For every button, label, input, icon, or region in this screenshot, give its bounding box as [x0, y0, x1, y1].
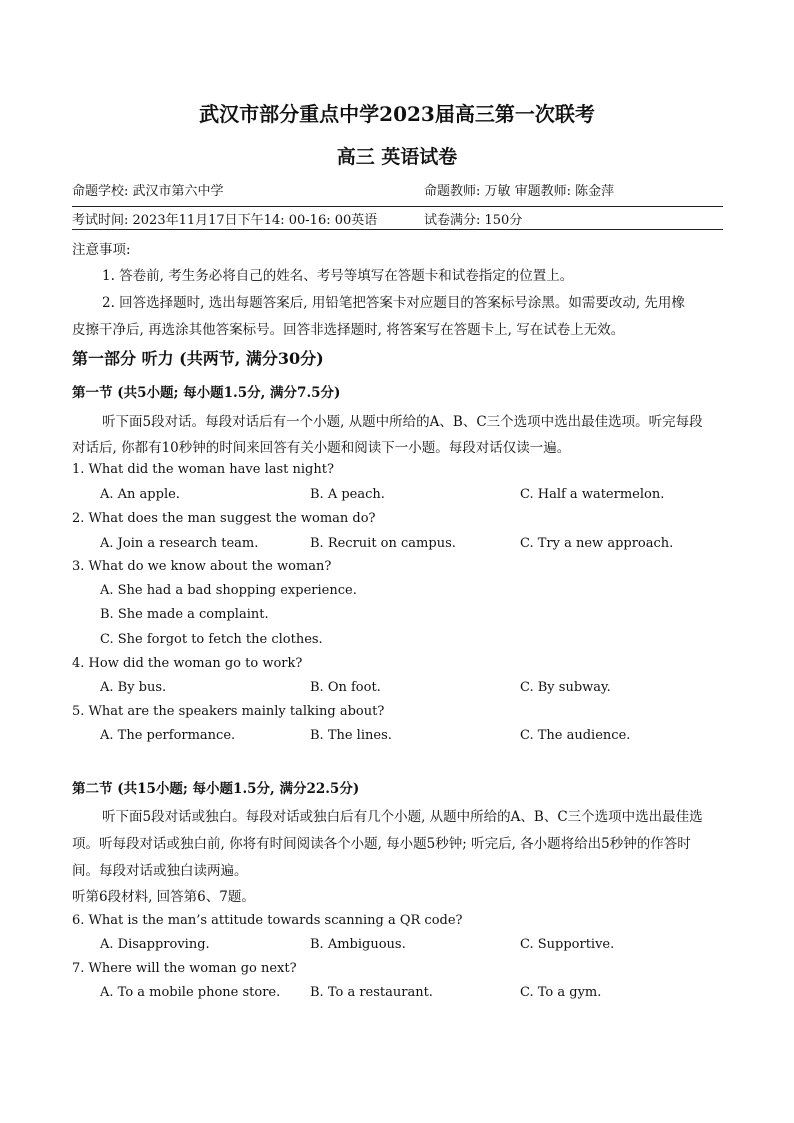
- option-a: A. To a mobile phone store.: [100, 985, 281, 1000]
- exam-time: 考试时间: 2023年11月17日下午14: 00-16: 00英语: [72, 213, 378, 228]
- note-item-2-line-2: 皮擦干净后, 再选涂其他答案标号。回答非选择题时, 将答案写在答题卡上, 写在试卷上无效。: [72, 322, 625, 338]
- teacher-info: 命题教师: 万敏 审题教师: 陈金萍: [424, 184, 615, 199]
- option-a: A. By bus.: [100, 680, 167, 695]
- note-item-1: 1. 答卷前, 考生务必将自己的姓名、考号等填写在答题卡和试卷指定的位置上。: [102, 268, 574, 284]
- page-subtitle: 高三 英语试卷: [336, 146, 458, 168]
- question-stem: 2. What does the man suggest the woman do?: [72, 511, 376, 526]
- option-b: B. She made a complaint.: [100, 607, 269, 622]
- question-stem: 4. How did the woman go to work?: [72, 656, 303, 671]
- option-b: B. Ambiguous.: [310, 937, 406, 952]
- part1-heading: 第一部分 听力 (共两节, 满分30分): [72, 349, 324, 368]
- option-c: C. Half a watermelon.: [520, 487, 665, 502]
- page-title: 武汉市部分重点中学2023届高三第一次联考: [199, 102, 595, 126]
- option-b: B. The lines.: [310, 728, 392, 743]
- section2-heading: 第二节 (共15小题; 每小题1.5分, 满分22.5分): [72, 781, 360, 797]
- option-a: A. She had a bad shopping experience.: [100, 583, 357, 598]
- material-6-instruction: 听第6段材料, 回答第6、7题。: [72, 889, 255, 905]
- header-divider-bottom: [72, 229, 723, 230]
- option-b: B. To a restaurant.: [310, 985, 433, 1000]
- option-c: C. Try a new approach.: [520, 536, 674, 551]
- section1-heading: 第一节 (共5小题; 每小题1.5分, 满分7.5分): [72, 385, 341, 401]
- school-info: 命题学校: 武汉市第六中学: [72, 184, 224, 199]
- option-c: C. The audience.: [520, 728, 631, 743]
- question-stem: 1. What did the woman have last night?: [72, 462, 334, 477]
- question-stem: 3. What do we know about the woman?: [72, 559, 332, 574]
- option-b: B. Recruit on campus.: [310, 536, 456, 551]
- question-stem: 5. What are the speakers mainly talking about?: [72, 704, 385, 719]
- full-score: 试卷满分: 150分: [424, 213, 523, 228]
- option-a: A. Disapproving.: [100, 937, 210, 952]
- section1-intro-line-1: 听下面5段对话。每段对话后有一个小题, 从题中所给的A、B、C三个选项中选出最佳选项。听完每段: [102, 414, 703, 430]
- question-stem: 6. What is the man’s attitude towards scanning a QR code?: [72, 913, 463, 928]
- question-stem: 7. Where will the woman go next?: [72, 961, 297, 976]
- notes-heading: 注意事项:: [72, 242, 131, 258]
- option-b: B. A peach.: [310, 487, 385, 502]
- header-divider: [72, 206, 723, 207]
- option-c: C. To a gym.: [520, 985, 602, 1000]
- option-a: A. An apple.: [100, 487, 180, 502]
- option-a: A. Join a research team.: [100, 536, 259, 551]
- option-c: C. By subway.: [520, 680, 611, 695]
- section1-intro-line-2: 对话后, 你都有10秒钟的时间来回答有关小题和阅读下一小题。每段对话仅读一遍。: [72, 440, 571, 456]
- note-item-2-line-1: 2. 回答选择题时, 选出每题答案后, 用铅笔把答案卡对应题目的答案标号涂黑。如需要改动, 先用橡: [102, 295, 685, 311]
- option-a: A. The performance.: [100, 728, 236, 743]
- option-b: B. On foot.: [310, 680, 381, 695]
- option-c: C. She forgot to fetch the clothes.: [100, 632, 323, 647]
- option-c: C. Supportive.: [520, 937, 615, 952]
- section2-intro-line-1: 听下面5段对话或独白。每段对话或独白后有几个小题, 从题中所给的A、B、C三个选项中选出最佳选: [102, 809, 703, 825]
- section2-intro-line-2: 项。听每段对话或独白前, 你将有时间阅读各个小题, 每小题5秒钟; 听完后, 各小题将给出5秒钟的作答时: [72, 836, 691, 852]
- section2-intro-line-3: 间。每段对话或独白读两遍。: [72, 863, 248, 879]
